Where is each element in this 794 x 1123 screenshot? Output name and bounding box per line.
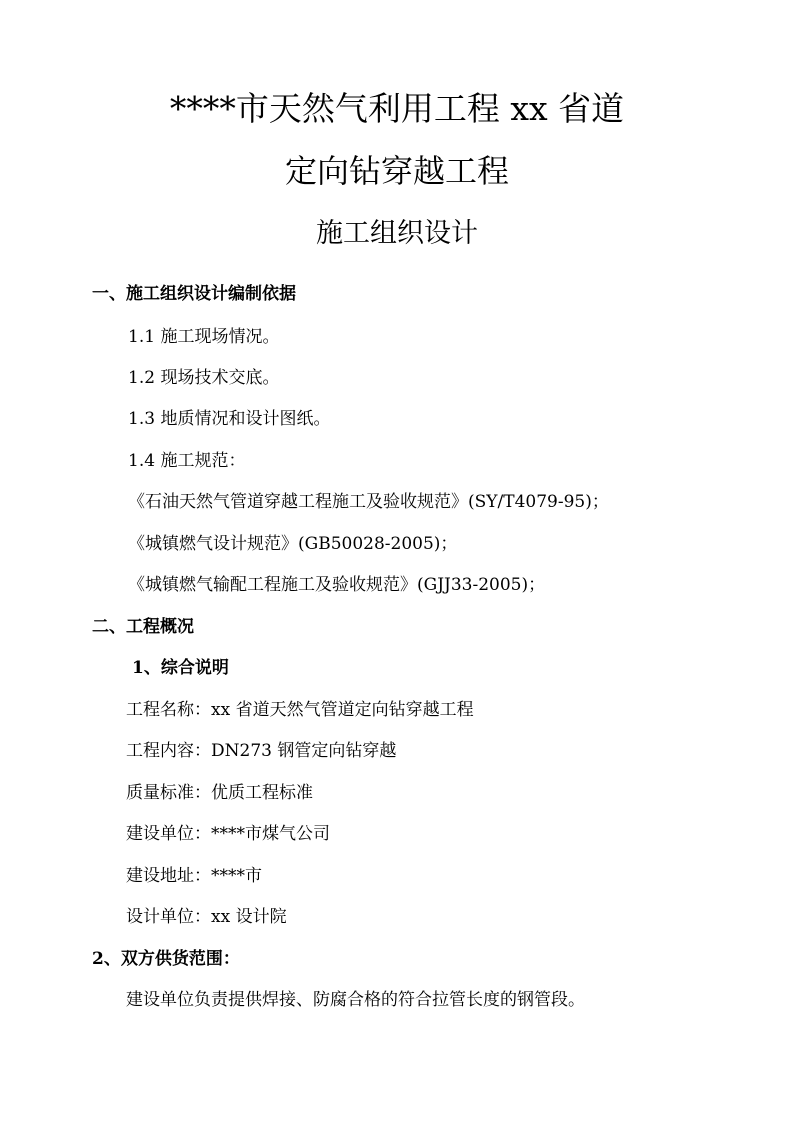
standard-1: 《石油天然气管道穿越工程施工及验收规范》(SY/T4079-95)； bbox=[128, 492, 609, 512]
project-content: 工程内容：DN273 钢管定向钻穿越 bbox=[126, 741, 397, 761]
standard-2: 《城镇燃气设计规范》(GB50028-2005)； bbox=[128, 534, 458, 554]
quality-standard: 质量标准：优质工程标准 bbox=[126, 783, 313, 803]
design-unit: 设计单位：xx 设计院 bbox=[126, 907, 287, 927]
construction-unit: 建设单位：****市煤气公司 bbox=[126, 824, 330, 844]
subsection-2-heading: 2、双方供货范围： bbox=[92, 949, 240, 969]
project-name: 工程名称：xx 省道天然气管道定向钻穿越工程 bbox=[126, 700, 474, 720]
basis-item-3: 1.3 地质情况和设计图纸。 bbox=[128, 409, 331, 429]
construction-address: 建设地址：****市 bbox=[126, 866, 262, 886]
basis-item-1: 1.1 施工现场情况。 bbox=[128, 327, 280, 347]
basis-item-4: 1.4 施工规范： bbox=[128, 451, 246, 471]
section-1-heading: 一、施工组织设计编制依据 bbox=[92, 284, 296, 304]
standard-3: 《城镇燃气输配工程施工及验收规范》(GJJ33-2005)； bbox=[128, 575, 546, 595]
section-2-heading: 二、工程概况 bbox=[92, 617, 194, 637]
subsection-1-heading: 1、综合说明 bbox=[132, 658, 229, 678]
supply-scope-text: 建设单位负责提供焊接、防腐合格的符合拉管长度的钢管段。 bbox=[126, 990, 585, 1010]
basis-item-2: 1.2 现场技术交底。 bbox=[128, 368, 280, 388]
doc-title-line-3: 施工组织设计 bbox=[316, 218, 478, 249]
doc-title-line-2: 定向钻穿越工程 bbox=[284, 152, 509, 190]
doc-title-line-1: ****市天然气利用工程 xx 省道 bbox=[169, 89, 625, 128]
